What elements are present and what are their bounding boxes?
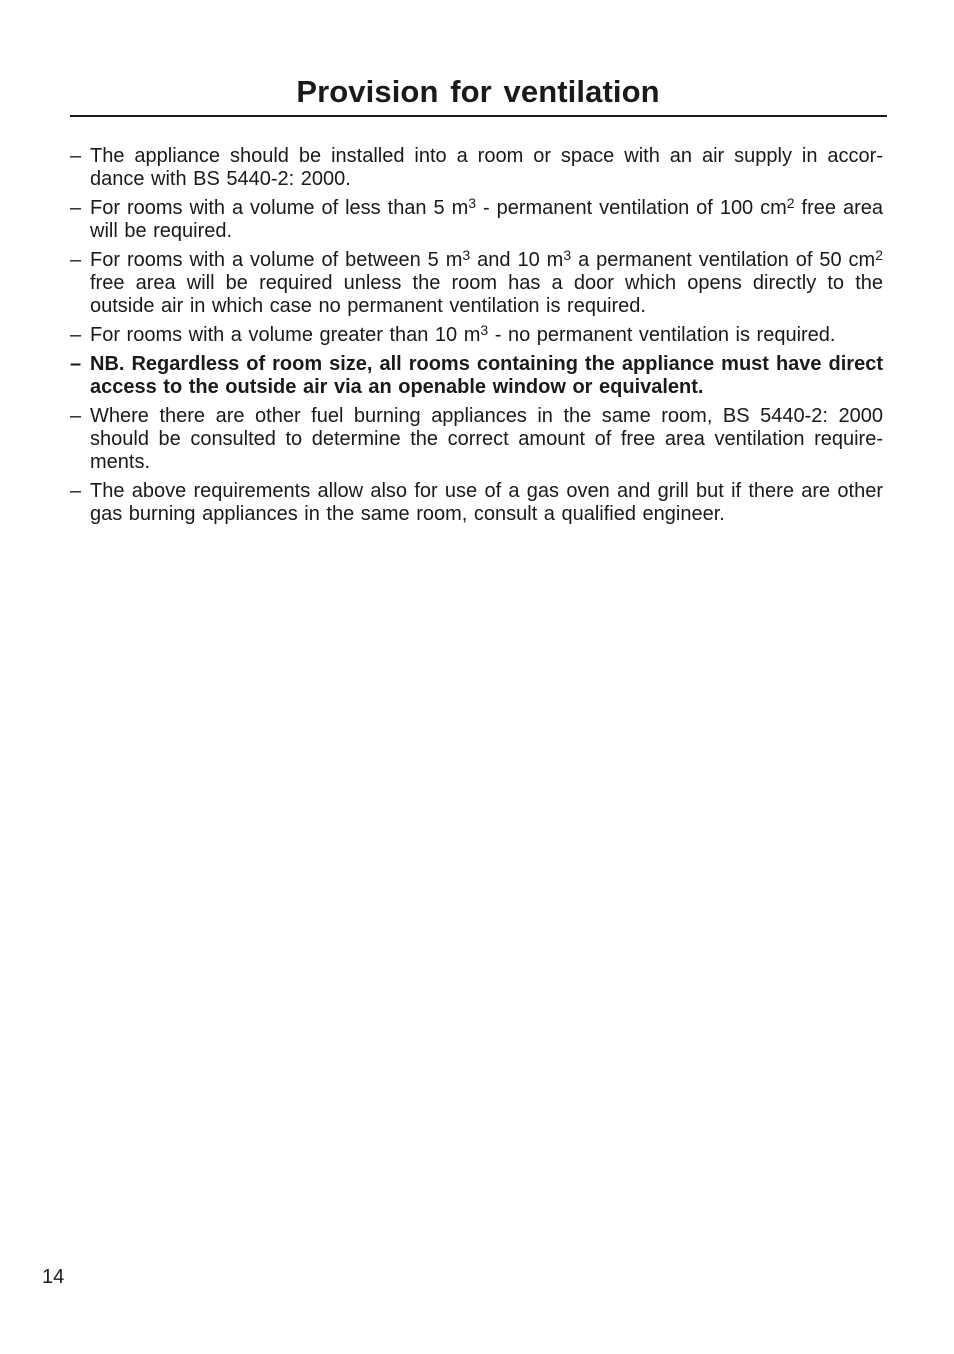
item-text: a permanent ventilation of 50 cm — [571, 249, 876, 271]
superscript: 2 — [875, 247, 883, 263]
bullet-dash: – — [70, 249, 82, 271]
item-text: - no permanent ventilation is required. — [488, 324, 836, 346]
bullet-dash: – — [70, 405, 82, 427]
superscript: 3 — [480, 322, 489, 338]
item-text: free area will be required unless the room has a door which opens directly to the outside air in which case no permanent ventilation is required. — [90, 272, 883, 317]
item-text: The above requirements allow also for use of a gas oven and grill but if there are other gas burning appliances in the same room, consult a qualified engineer. — [90, 480, 883, 525]
list-item-gas-oven-grill — [70, 480, 883, 526]
list-item-medium-room — [70, 249, 883, 318]
bullet-dash: – — [70, 480, 82, 502]
list-item-large-room — [70, 324, 883, 347]
page-title: Provision for ventilation — [296, 74, 660, 109]
item-text: - permanent ventilation of 100 cm — [476, 197, 787, 219]
bullet-dash: – — [70, 145, 82, 167]
list-item-general-air-supply — [70, 145, 883, 191]
item-text: For rooms with a volume of less than 5 m — [90, 197, 469, 219]
superscript: 3 — [468, 195, 477, 211]
item-text: Where there are other fuel burning appliances in the same room, BS 5440-2: 2000 should be consulted to determine the correct amount of free area ventilation require-ments. — [90, 405, 883, 473]
superscript: 3 — [462, 247, 471, 263]
bullet-dash: – — [70, 324, 82, 346]
bullet-dash: – — [70, 197, 82, 219]
item-text: free area will be required. — [90, 197, 883, 242]
item-text: and 10 m — [470, 249, 564, 271]
item-text: The appliance should be installed into a room or space with an air supply in accor-dance with BS 5440-2: 2000. — [90, 145, 883, 190]
item-text: For rooms with a volume greater than 10 m — [90, 324, 481, 346]
superscript: 2 — [786, 195, 795, 211]
list-item-small-room — [70, 197, 883, 243]
item-text: NB. Regardless of room size, all rooms containing the appliance must have direct access to the outside air via an openable window or equivalent. — [90, 353, 883, 398]
item-text: For rooms with a volume of between 5 m — [90, 249, 463, 271]
superscript: 3 — [563, 247, 572, 263]
bullet-dash: – — [70, 353, 82, 375]
list-item-nb-direct-access — [70, 353, 883, 399]
title-rule — [70, 115, 887, 117]
ventilation-requirements-list — [70, 145, 883, 532]
list-item-other-fuel-appliances — [70, 405, 883, 474]
page-number: 14 — [42, 1266, 65, 1288]
